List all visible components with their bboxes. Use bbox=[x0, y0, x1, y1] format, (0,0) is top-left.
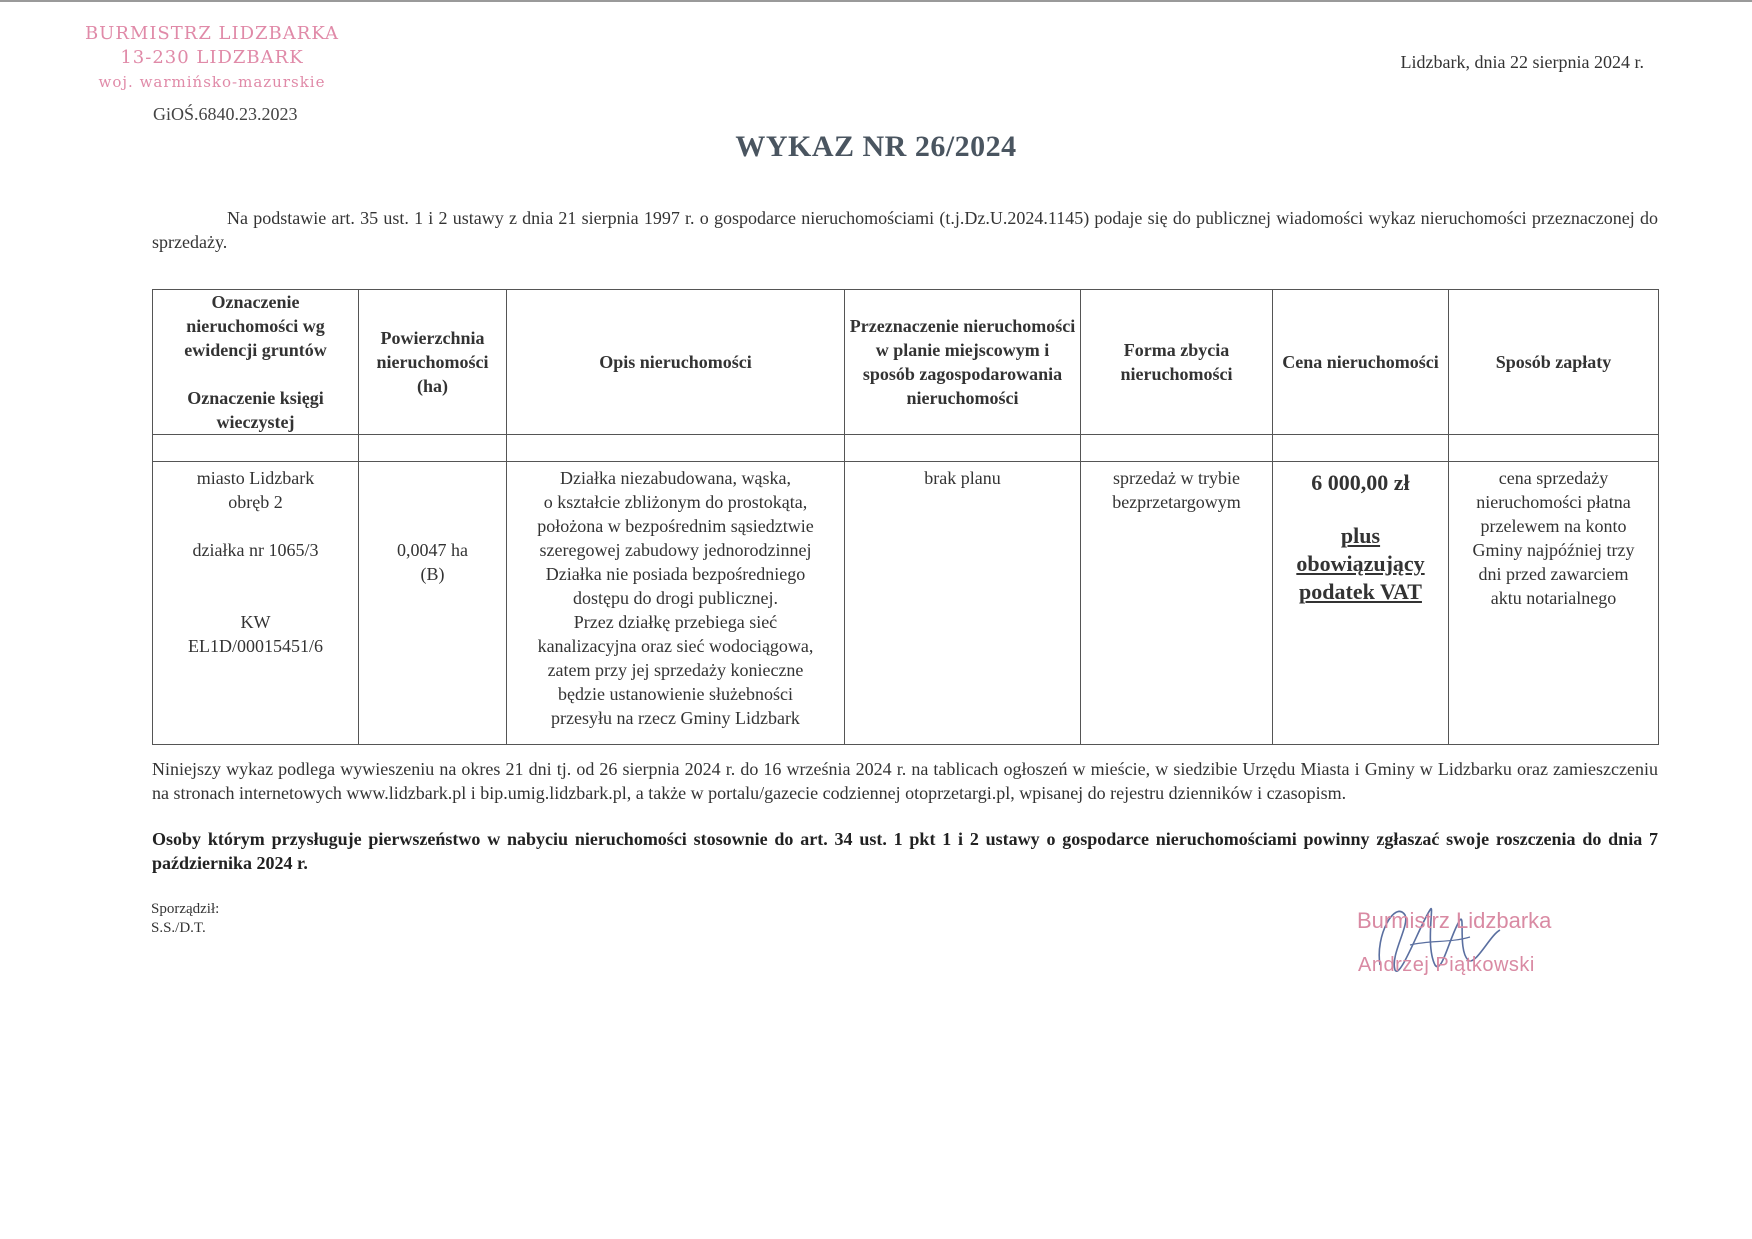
payment-line: cena sprzedaży bbox=[1498, 468, 1609, 488]
intro-paragraph: Na podstawie art. 35 ust. 1 i 2 ustawy z dnia 21 sierpnia 1997 r. o gospodarce nieruchomościami (t.j.Dz.U.2024.1145) podaje się do publicznej wiadomości wykaz nieruchomości przeznaczonej do sprzedaży. bbox=[152, 208, 1658, 252]
office-stamp bbox=[78, 22, 346, 94]
priority-claims-notice: Osoby którym przysługuje pierwszeństwo w nabyciu nieruchomości stosownie do art. 34 ust. 1 pkt 1 i 2 ustawy o gospodarce nieruchomościami powinny zgłaszać swoje roszczenia do dnia 7 października 2024 r. bbox=[152, 829, 1658, 873]
vat-note-line-2: obowiązujący bbox=[1296, 551, 1425, 576]
place-and-date: Lidzbark, dnia 22 sierpnia 2024 r. bbox=[1400, 52, 1644, 72]
location-precinct: obręb 2 bbox=[228, 492, 283, 512]
publication-notice: Niniejszy wykaz podlega wywieszeniu na okres 21 dni tj. od 26 sierpnia 2024 r. do 16 września 2024 r. na tablicach ogłoszeń w mieście, w siedzibie Urzędu Miasta i Gminy w Lidzbarku oraz zamieszczeniu na stronach internetowych www.lidzbark.pl i bip.umig.lidzbark.pl, a także w portalu/gazecie codziennej otoprzetargi.pl, wpisanej do rejestru dzienników i czasopism. bbox=[152, 759, 1658, 803]
vat-note-line-3: podatek VAT bbox=[1299, 579, 1422, 604]
zoning-plan: brak planu bbox=[924, 468, 1001, 488]
prepared-by-initials: S.S./D.T. bbox=[151, 920, 206, 936]
header-designation bbox=[153, 290, 359, 435]
header-zoning: Przeznaczenie nieruchomości w planie miejscowym i sposób zagospodarowania nieruchomości bbox=[845, 290, 1081, 435]
header-payment: Sposób zapłaty bbox=[1449, 290, 1659, 435]
payment-line: Gminy najpóźniej trzy bbox=[1472, 540, 1635, 560]
sale-form-line-1: sprzedaż w trybie bbox=[1113, 468, 1240, 488]
payment-line: dni przed zawarciem bbox=[1478, 564, 1629, 584]
sale-form-line-2: bezprzetargowym bbox=[1112, 492, 1241, 512]
stamp-line-1: BURMISTRZ LIDZBARKA bbox=[84, 23, 340, 44]
area-value: 0,0047 ha bbox=[397, 540, 468, 560]
cell-area bbox=[359, 462, 507, 745]
description-line: szeregowej zabudowy jednorodzinnej bbox=[539, 540, 812, 560]
description-line: Działka nie posiada bezpośredniego bbox=[545, 564, 806, 584]
location-town: miasto Lidzbark bbox=[196, 468, 315, 488]
description-line: zatem przy jej sprzedaży konieczne bbox=[547, 660, 804, 680]
description-line: Działka niezabudowana, wąska, bbox=[560, 468, 791, 488]
header-description: Opis nieruchomości bbox=[507, 290, 845, 435]
document-title: WYKAZ NR 26/2024 bbox=[735, 130, 1017, 163]
parcel-number: działka nr 1065/3 bbox=[192, 540, 319, 560]
cell-price bbox=[1273, 462, 1449, 745]
price-value: 6 000,00 zł bbox=[1311, 470, 1410, 495]
cell-sale-form bbox=[1081, 462, 1273, 745]
payment-line: przelewem na konto bbox=[1480, 516, 1627, 536]
description-line: będzie ustanowienie służebności bbox=[558, 684, 793, 704]
cell-zoning bbox=[845, 462, 1081, 745]
header-price: Cena nieruchomości bbox=[1273, 290, 1449, 435]
land-book-number: EL1D/00015451/6 bbox=[188, 636, 323, 656]
description-line: przesyłu na rzecz Gminy Lidzbark bbox=[551, 708, 800, 728]
signature-name: Andrzej Piątkowski bbox=[1358, 954, 1535, 976]
table-header-row bbox=[153, 290, 1659, 435]
description-line: dostępu do drogi publicznej. bbox=[573, 588, 778, 608]
payment-line: nieruchomości płatna bbox=[1476, 492, 1631, 512]
description-line: Przez działkę przebiega sieć bbox=[573, 612, 778, 632]
cell-designation bbox=[153, 462, 359, 745]
payment-line: aktu notarialnego bbox=[1490, 588, 1617, 608]
header-area: Powierzchnia nieruchomości (ha) bbox=[359, 290, 507, 435]
prepared-by-label: Sporządził: bbox=[151, 901, 220, 917]
stamp-line-3: woj. warmińsko-mazurskie bbox=[98, 73, 326, 91]
table-spacer-row bbox=[153, 435, 1659, 462]
area-class: (B) bbox=[420, 564, 445, 584]
top-border-line bbox=[0, 0, 1752, 2]
description-line: położona w bezpośrednim sąsiedztwie bbox=[537, 516, 814, 536]
vat-note-line-1: plus bbox=[1340, 523, 1381, 548]
signature-title: Burmistrz Lidzbarka bbox=[1357, 908, 1552, 933]
table-row bbox=[153, 462, 1659, 745]
land-book-label: KW bbox=[240, 612, 271, 632]
header-designation-land-book: Oznaczenie księgi wieczystej bbox=[187, 388, 324, 432]
stamp-line-2: 13-230 LIDZBARK bbox=[120, 47, 304, 68]
description-line: o kształcie zbliżonym do prostokąta, bbox=[543, 492, 808, 512]
header-sale-form: Forma zbycia nieruchomości bbox=[1081, 290, 1273, 435]
prepared-by bbox=[151, 900, 219, 938]
header-designation-registry: Oznaczenie nieruchomości wg ewidencji gruntów bbox=[184, 292, 327, 360]
cell-description bbox=[507, 462, 845, 745]
cell-payment bbox=[1449, 462, 1659, 745]
description-line: kanalizacyjna oraz sieć wodociągowa, bbox=[537, 636, 814, 656]
case-reference: GiOŚ.6840.23.2023 bbox=[153, 104, 298, 124]
property-table bbox=[152, 289, 1659, 745]
